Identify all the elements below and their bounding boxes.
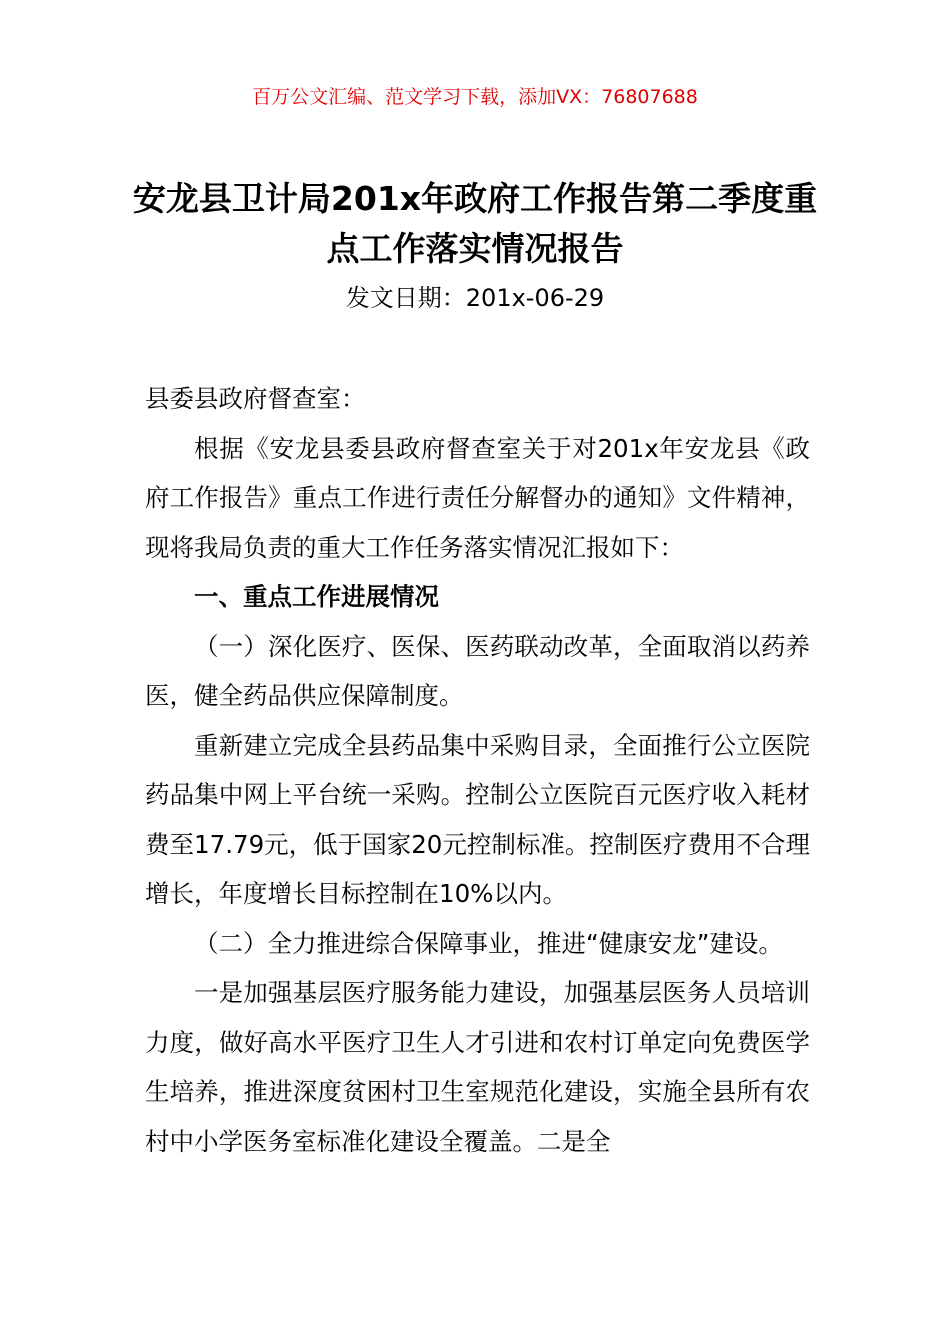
- subsection-heading-1: （一）深化医疗、医保、医药联动改革，全面取消以药养医，健全药品供应保障制度。: [145, 631, 810, 710]
- header-watermark-note: 百万公文汇编、范文学习下载，添加VX：76807688: [252, 86, 698, 108]
- document-title: 安龙县卫计局201x年政府工作报告第二季度重点工作落实情况报告: [132, 179, 818, 268]
- salutation: 县委县政府督查室：: [145, 384, 366, 413]
- section-heading-1: 一、重点工作进展情况: [194, 582, 439, 611]
- document-body: [145, 374, 810, 1166]
- paragraph-intro: 根据《安龙县委县政府督查室关于对201x年安龙县《政府工作报告》重点工作进行责任分解督办的通知》文件精神，现将我局负责的重大工作任务落实情况汇报如下：: [145, 433, 810, 562]
- paragraph-primary-care: 一是加强基层医疗服务能力建设，加强基层医务人员培训力度，做好高水平医疗卫生人才引进和农村订单定向免费医学生培养，推进深度贫困村卫生室规范化建设，实施全县所有农村中小学医务室标准化建设全覆盖。二是全: [145, 978, 810, 1156]
- paragraph-drug-procurement: 重新建立完成全县药品集中采购目录，全面推行公立医院药品集中网上平台统一采购。控制公立医院百元医疗收入耗材费至17.79元，低于国家20元控制标准。控制医疗费用不合理增长，年度增长目标控制在10%以内。: [145, 730, 810, 908]
- issue-date: 发文日期：201x-06-29: [345, 284, 605, 312]
- subsection-heading-2: （二）全力推进综合保障事业，推进“健康安龙”建设。: [194, 928, 783, 958]
